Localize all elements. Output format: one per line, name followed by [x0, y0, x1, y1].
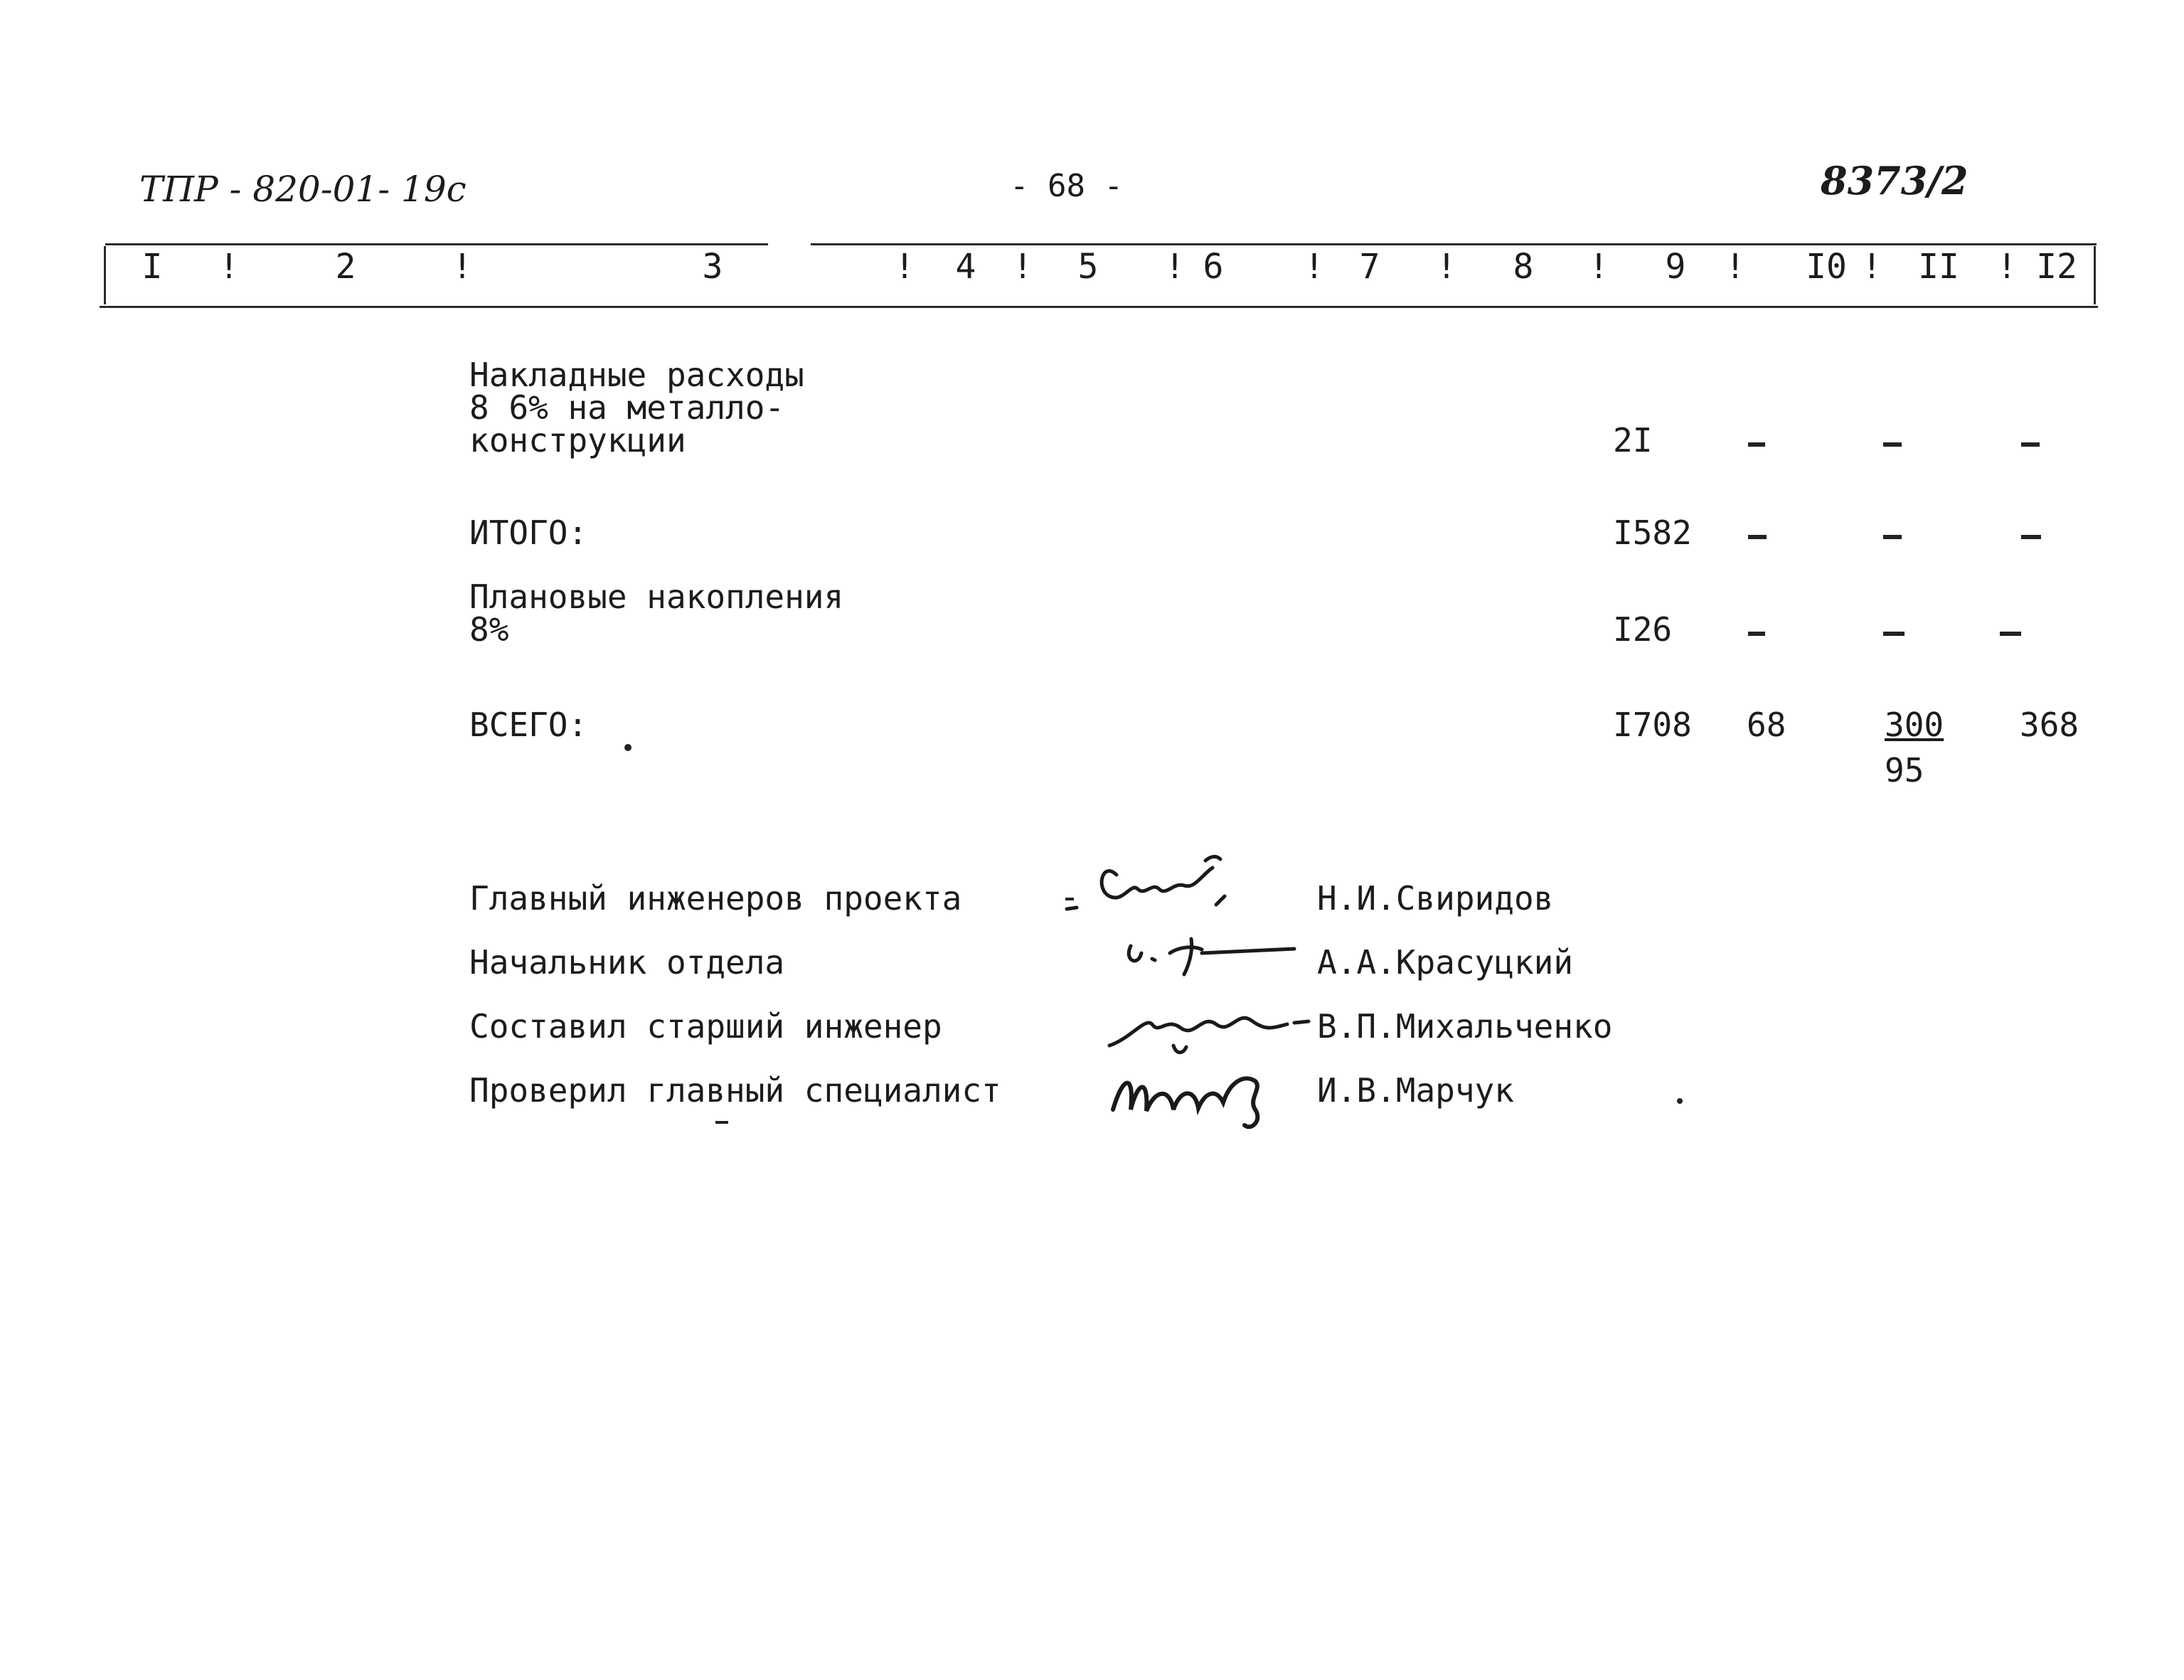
cell-col12-dash	[2021, 535, 2041, 539]
row-label-line: 8 6% на металло-	[469, 388, 785, 427]
column-separator: !	[1996, 247, 2018, 287]
inventory-number: 8373/2	[1821, 158, 1969, 203]
column-number-11: II	[1918, 247, 1959, 287]
column-number-2: 2	[335, 247, 356, 287]
page-number: - 68 -	[1010, 168, 1123, 204]
handwritten-signature-4	[1102, 1060, 1287, 1138]
column-separator: !	[1861, 247, 1882, 287]
cell-col9: I582	[1613, 514, 1692, 552]
column-number-1: I	[142, 247, 163, 287]
document-code: ТПР - 820-01- 19с	[139, 169, 467, 210]
column-number-3: 3	[702, 247, 723, 287]
signature-role: Главный инженеров проекта	[469, 879, 962, 918]
column-separator: !	[1725, 247, 1746, 287]
header-bottom-rule	[100, 306, 2098, 308]
cell-col11: 300	[1885, 706, 1944, 744]
column-number-9: 9	[1665, 247, 1686, 287]
row-label-line: конструкции	[469, 421, 686, 459]
cell-col11-dash	[1883, 535, 1902, 539]
cell-col12-dash	[2021, 442, 2040, 447]
cell-col9: I26	[1613, 610, 1673, 649]
cell-col10-dash	[1748, 632, 1765, 636]
header-top-rule	[105, 243, 768, 245]
column-separator: !	[1012, 247, 1033, 287]
cell-col10-dash	[1748, 442, 1765, 447]
cell-col10-dash	[1748, 535, 1767, 539]
signature-name: В.П.Михальченко	[1317, 1007, 1613, 1046]
cell-col11-dash	[1883, 632, 1905, 636]
column-separator: !	[1436, 247, 1457, 287]
row-label-line: Накладные расходы	[469, 356, 804, 394]
column-separator: !	[1588, 247, 1609, 287]
signature-name: И.В.Марчук	[1317, 1071, 1514, 1110]
column-separator: !	[452, 247, 473, 287]
column-separator: !	[218, 247, 240, 287]
row-label-line: Плановые накопления	[469, 578, 844, 616]
header-left-edge	[104, 246, 106, 304]
header-top-rule-2	[811, 243, 2097, 245]
handwritten-signature-3	[1102, 996, 1316, 1067]
signature-role: Проверил главный специалист	[469, 1071, 1001, 1110]
signature-role: Составил старший инженер	[469, 1007, 942, 1046]
column-separator: !	[1164, 247, 1186, 287]
signature-name: А.А.Красуцкий	[1317, 943, 1574, 982]
row-label-line: 8%	[469, 610, 509, 649]
row-label-line: ИТОГО:	[469, 514, 588, 552]
stray-dot	[1677, 1098, 1683, 1104]
stray-dot	[624, 744, 632, 751]
cell-col11-dash	[1883, 442, 1902, 447]
stray-mark	[715, 1121, 728, 1124]
column-number-6: 6	[1203, 247, 1224, 287]
handwritten-signature-1	[1060, 846, 1266, 925]
header-right-edge	[2094, 246, 2096, 304]
cell-col12: 368	[2020, 706, 2079, 744]
stray-mark	[1065, 898, 1074, 900]
column-number-12: I2	[2036, 247, 2077, 287]
column-number-5: 5	[1077, 247, 1099, 287]
column-number-10: I0	[1806, 247, 1847, 287]
cell-col12-dash	[2000, 632, 2021, 636]
column-separator: !	[894, 247, 915, 287]
column-separator: !	[1304, 247, 1325, 287]
column-number-8: 8	[1513, 247, 1534, 287]
column-number-4: 4	[955, 247, 976, 287]
row-label-line: ВСЕГО:	[469, 706, 588, 744]
cell-col11-sub: 95	[1885, 751, 1924, 790]
handwritten-signature-2	[1117, 925, 1301, 989]
signature-name: Н.И.Свиридов	[1317, 879, 1554, 918]
signature-role: Начальник отдела	[469, 943, 785, 982]
cell-col10: 68	[1747, 706, 1786, 744]
cell-col9: I708	[1613, 706, 1692, 744]
cell-col9: 2I	[1613, 421, 1653, 459]
column-number-7: 7	[1359, 247, 1380, 287]
